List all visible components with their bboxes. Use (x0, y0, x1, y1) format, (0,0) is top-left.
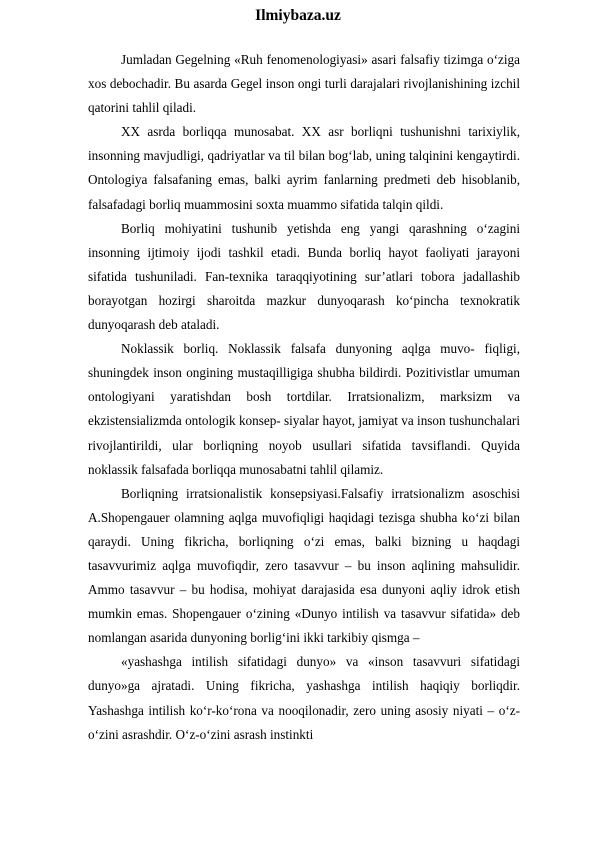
paragraph-essence-of-being: Borliq mohiyatini tushunib yetishda eng yangi qarashning o‘zagini insonning ijtimoiy ijodi tashkil etadi. Bunda borliq hayot faoliyati jarayoni sifatida tushuniladi. Fan-texnika taraqqiyotining sur’atlari tobora jadallashib borayotgan hozirgi sharoitda mazkur dunyoqarash ko‘pincha texnokratik dunyoqarash deb ataladi. (88, 220, 520, 333)
document-body (88, 48, 520, 747)
paragraph-20th-century-being: XX asrda borliqqa munosabat. XX asr borliqni tushunishni tarixiylik, insonning mavjudligi, qadriyatlar va til bilan bog‘lab, uning talqinini kengaytirdi. Ontologiya falsafaning emas, balki ayrim fanlarning predmeti deb hisoblanib, falsafadagi borliq muammosini soxta muammo sifatida talqin qildi. (88, 124, 520, 212)
paragraph-nonclassical-being: Noklassik borliq. Noklassik falsafa dunyoning aqlga muvo- fiqligi, shuningdek inson ongining mustaqilligiga shubha bildirdi. Pozitivistlar umuman ontologiyani yaratishdan bosh tortdilar. Irratsionalizm, marksizm va ekzistensializmda ontologik konsep- siyalar hayot, jamiyat va inson tushunchalari rivojlantirildi, ular borliqning noyob usullari sifatida tavsiflandi. Quyida noklassik falsafada borliqqa munosabatni tahlil qilamiz. (88, 341, 520, 477)
paragraph-will-to-live: «yashashga intilish sifatidagi dunyo» va «inson tasavvuri sifatidagi dunyo»ga ajratadi. Uning fikricha, yashashga intilish haqiqiy borliqdir. Yashashga intilish ko‘r-ko‘rona va nooqilonadir, zero uning asosiy niyati – o‘z-o‘zini asrashdir. O‘z-o‘zini asrash instinkti (88, 654, 520, 742)
paragraph-irrationalist-concept: Borliqning irratsionalistik konsepsiyasi.Falsafiy irratsionalizm asoschisi A.Shopengauer olamning aqlga muvofiqligi haqidagi tezisga shubha ko‘zi bilan qaraydi. Uning fikricha, borliqning o‘zi emas, balki bizning u haqdagi tasavvurimiz aqlga muvofiqdir, zero tasavvur – bu inson aqlining mahsulidir. Ammo tasavvur – bu hodisa, mohiyat darajasida esa dunyoni aqliy idrok etish mumkin emas. Shopengauer o‘zining «Dunyo intilish va tasavvur sifatida» deb nomlangan asarida dunyoning borlig‘ini ikki tarkibiy qismga – (88, 485, 520, 646)
site-header-title: Ilmiybaza.uz (255, 7, 341, 24)
paragraph-hegel-phenomenology: Jumladan Gegelning «Ruh fenomenologiyasi» asari falsafiy tizimga o‘ziga xos debochadir. Bu asarda Gegel inson ongi turli darajalari rivojlanishining izchil qatorini tahlil qiladi. (88, 52, 520, 116)
